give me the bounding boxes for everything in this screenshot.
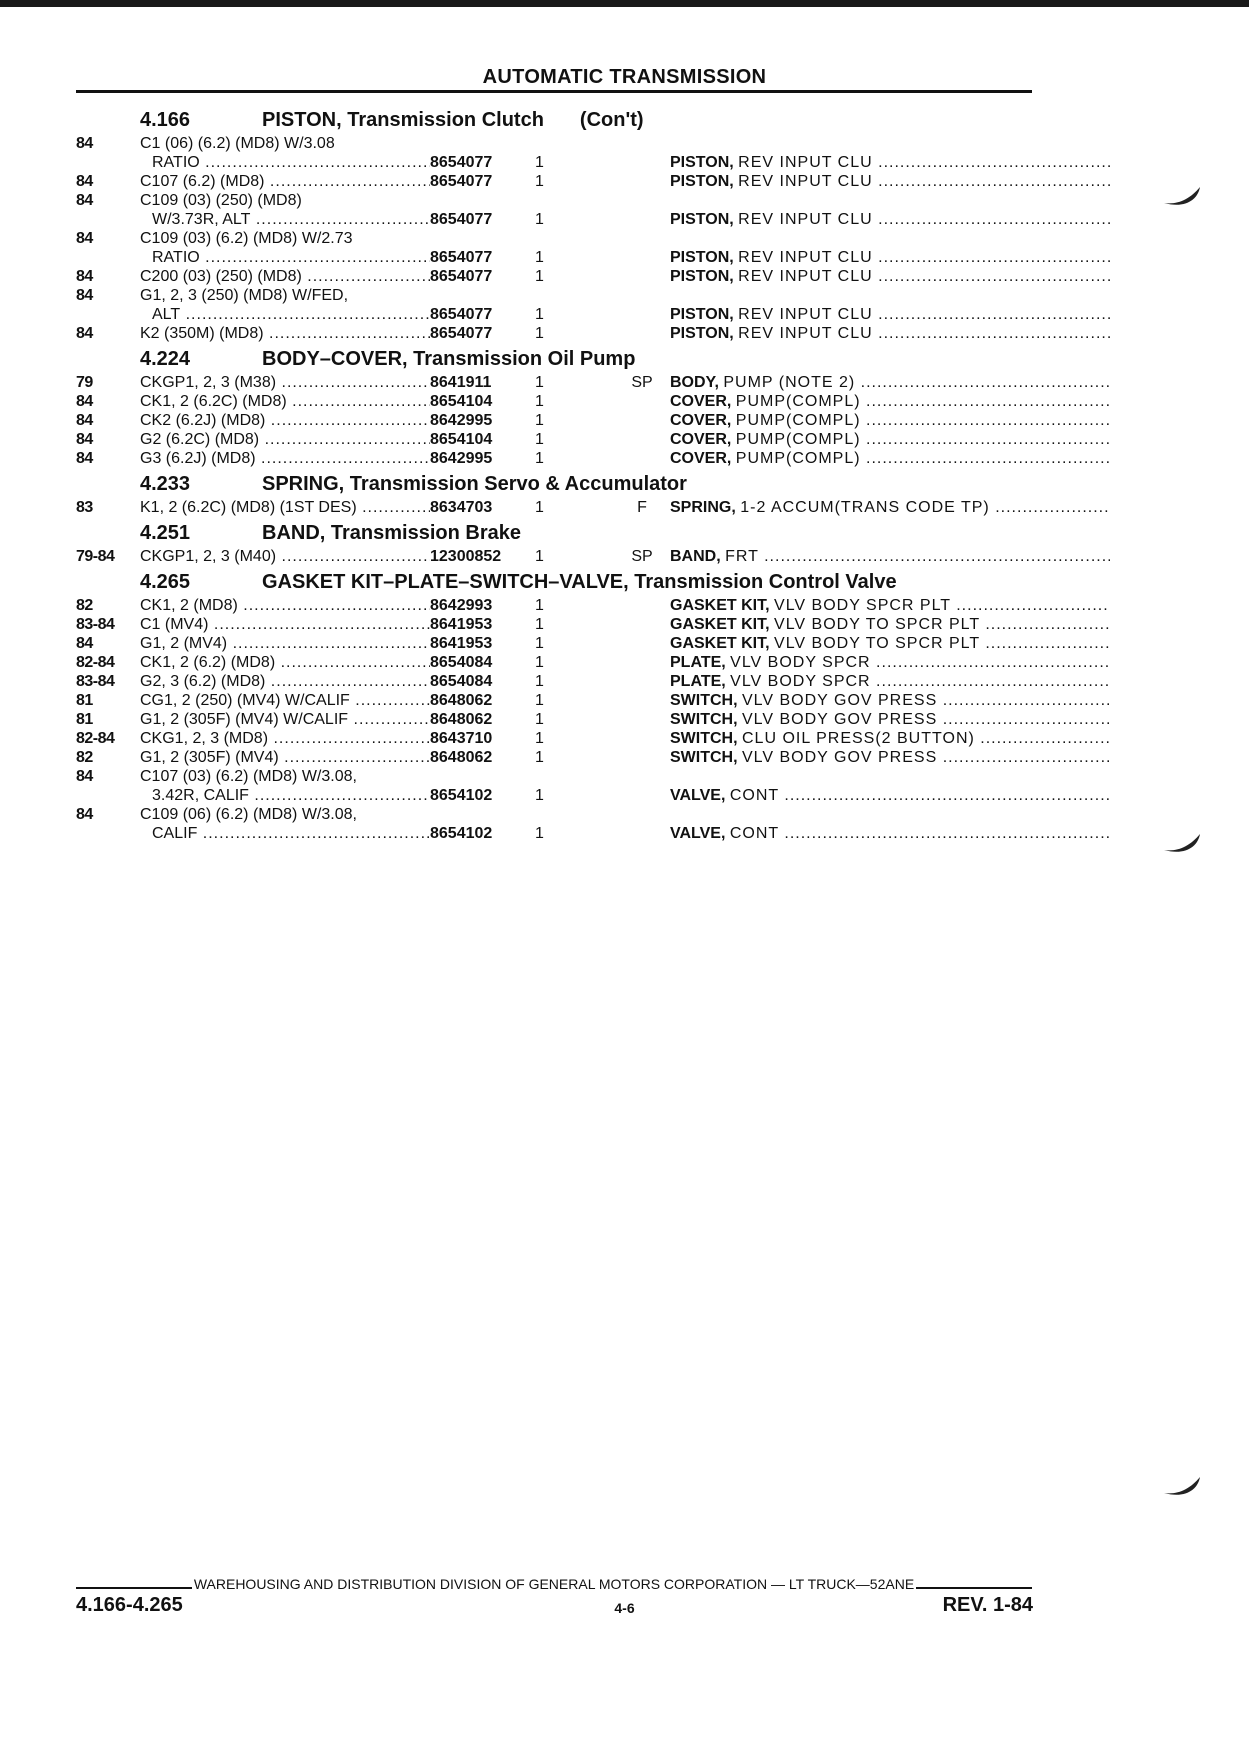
model-year: 81 xyxy=(76,692,93,709)
part-noun: PLATE, xyxy=(670,673,726,690)
part-description xyxy=(670,596,1110,615)
part-number: 8648062 xyxy=(430,748,526,767)
model-year: 84 xyxy=(76,450,93,467)
table-row xyxy=(76,229,1036,248)
quantity: 1 xyxy=(535,711,544,728)
footer-revision: REV. 1-84 xyxy=(942,1594,1033,1616)
part-detail: CLU OIL PRESS(2 BUTTON) ..... xyxy=(742,730,1110,747)
quantity: 1 xyxy=(535,450,544,467)
model-year: 83-84 xyxy=(76,673,115,690)
part-description xyxy=(670,305,1110,324)
part-description xyxy=(670,710,1110,729)
part-noun: COVER, xyxy=(670,450,732,467)
table-row xyxy=(76,653,1036,672)
application: C1 (MV4) ..... xyxy=(140,615,485,634)
part-detail: VLV BODY GOV PRESS ..... xyxy=(742,749,1110,766)
part-number: 8654077 xyxy=(430,267,526,286)
table-row xyxy=(76,547,1036,566)
source-code: SP xyxy=(631,374,653,391)
table-row xyxy=(76,710,1036,729)
part-number: 8654077 xyxy=(430,172,526,191)
part-detail: VLV BODY SPCR ..... xyxy=(730,654,1110,671)
part-description xyxy=(670,498,1110,517)
table-row xyxy=(76,824,1036,843)
part-detail: REV INPUT CLU ..... xyxy=(738,249,1110,266)
section-number: 4.233 xyxy=(140,473,191,495)
table-row xyxy=(76,767,1036,786)
part-detail: PUMP(COMPL) ..... xyxy=(736,431,1110,448)
quantity: 1 xyxy=(535,173,544,190)
quantity: 1 xyxy=(535,499,544,516)
model-year: 84 xyxy=(76,173,93,190)
part-number: 8654104 xyxy=(430,392,526,411)
application: RATIO ..... xyxy=(152,248,485,267)
application: CK1, 2 (6.2) (MD8) ..... xyxy=(140,653,485,672)
table-row xyxy=(76,134,1036,153)
part-description xyxy=(670,653,1110,672)
model-year: 79-84 xyxy=(76,548,115,565)
part-detail: REV INPUT CLU ..... xyxy=(738,154,1110,171)
table-row xyxy=(76,748,1036,767)
part-number: 8641953 xyxy=(430,634,526,653)
model-year: 83-84 xyxy=(76,616,115,633)
part-detail: REV INPUT CLU ..... xyxy=(738,306,1110,323)
part-detail: PUMP(COMPL) ..... xyxy=(736,412,1110,429)
table-row xyxy=(76,324,1036,343)
part-number: 8654077 xyxy=(430,305,526,324)
application: G3 (6.2J) (MD8) ..... xyxy=(140,449,485,468)
section-number: 4.166 xyxy=(140,109,191,131)
part-description xyxy=(670,392,1110,411)
part-number: 8641953 xyxy=(430,615,526,634)
part-detail: VLV BODY GOV PRESS ..... xyxy=(742,692,1110,709)
table-row xyxy=(76,729,1036,748)
part-detail: REV INPUT CLU ..... xyxy=(738,173,1110,190)
part-detail: PUMP(COMPL) ..... xyxy=(736,393,1110,410)
footer-division-line xyxy=(76,1576,1032,1592)
quantity: 1 xyxy=(535,431,544,448)
footer-division: WAREHOUSING AND DISTRIBUTION DIVISION OF GENERAL MOTORS CORPORATION — LT TRUCK—52ANE xyxy=(193,1576,915,1592)
part-detail: VLV BODY SPCR PLT ..... xyxy=(774,597,1110,614)
model-year: 84 xyxy=(76,287,93,304)
section-continued: (Con't) xyxy=(579,109,644,131)
model-year: 84 xyxy=(76,192,93,209)
table-row xyxy=(76,411,1036,430)
part-noun: VALVE, xyxy=(670,787,726,804)
part-number: 8642995 xyxy=(430,411,526,430)
part-description xyxy=(670,411,1110,430)
part-noun: SWITCH, xyxy=(670,692,738,709)
application: CG1, 2 (250) (MV4) W/CALIF ..... xyxy=(140,691,485,710)
table-row xyxy=(76,615,1036,634)
table-row xyxy=(76,267,1036,286)
table-row xyxy=(76,634,1036,653)
table-row xyxy=(76,392,1036,411)
table-row xyxy=(76,373,1036,392)
part-description xyxy=(670,172,1110,191)
part-number: 8654104 xyxy=(430,430,526,449)
table-row xyxy=(76,210,1036,229)
quantity: 1 xyxy=(535,249,544,266)
part-description xyxy=(670,786,1110,805)
part-description xyxy=(670,729,1110,748)
application: G1, 2 (MV4) ..... xyxy=(140,634,485,653)
part-number: 8648062 xyxy=(430,691,526,710)
application: C109 (03) (6.2) (MD8) W/2.73 xyxy=(140,230,353,247)
section-header xyxy=(76,517,1036,547)
model-year: 79 xyxy=(76,374,93,391)
section-name: SPRING, Transmission Servo & Accumulator xyxy=(262,473,687,495)
part-noun: BAND, xyxy=(670,548,721,565)
part-noun: GASKET KIT, xyxy=(670,635,770,652)
part-noun: SWITCH, xyxy=(670,749,738,766)
quantity: 1 xyxy=(535,635,544,652)
footer-section-range: 4.166-4.265 xyxy=(76,1594,183,1616)
header-rule xyxy=(76,90,1032,93)
part-noun: SPRING, xyxy=(670,499,736,516)
page-title: AUTOMATIC TRANSMISSION xyxy=(482,66,767,88)
model-year: 81 xyxy=(76,711,93,728)
application: C109 (06) (6.2) (MD8) W/3.08, xyxy=(140,806,357,823)
quantity: 1 xyxy=(535,374,544,391)
part-detail: 1-2 ACCUM(TRANS CODE TP) ..... xyxy=(740,499,1110,516)
part-detail: REV INPUT CLU ..... xyxy=(738,268,1110,285)
application: CK1, 2 (6.2C) (MD8) ..... xyxy=(140,392,485,411)
part-detail: PUMP(COMPL) ..... xyxy=(736,450,1110,467)
quantity: 1 xyxy=(535,548,544,565)
part-description xyxy=(670,824,1110,843)
part-description xyxy=(670,248,1110,267)
footer-page-number: 4-6 xyxy=(614,1600,635,1616)
source-code: SP xyxy=(631,548,653,565)
quantity: 1 xyxy=(535,412,544,429)
application: RATIO ..... xyxy=(152,153,485,172)
part-description xyxy=(670,210,1110,229)
part-description xyxy=(670,547,1110,566)
part-description xyxy=(670,615,1110,634)
part-detail: PUMP (NOTE 2) ..... xyxy=(723,374,1110,391)
part-number: 8641911 xyxy=(430,373,526,392)
table-row xyxy=(76,172,1036,191)
part-noun: PLATE, xyxy=(670,654,726,671)
section-name: GASKET KIT–PLATE–SWITCH–VALVE, Transmission Control Valve xyxy=(262,571,897,593)
model-year: 84 xyxy=(76,135,93,152)
section-header xyxy=(76,468,1036,498)
footer-rule-right xyxy=(916,1577,1032,1589)
part-detail: REV INPUT CLU ..... xyxy=(738,325,1110,342)
quantity: 1 xyxy=(535,306,544,323)
quantity: 1 xyxy=(535,787,544,804)
application: CKGP1, 2, 3 (M40) ..... xyxy=(140,547,485,566)
application: C200 (03) (250) (MD8) ..... xyxy=(140,267,485,286)
table-row xyxy=(76,786,1036,805)
application: G1, 2 (305F) (MV4) W/CALIF ..... xyxy=(140,710,485,729)
section-number: 4.251 xyxy=(140,522,191,544)
part-number: 8642993 xyxy=(430,596,526,615)
model-year: 84 xyxy=(76,806,93,823)
section-header xyxy=(76,104,1036,134)
part-detail: CONT ..... xyxy=(730,787,1110,804)
part-number: 8654077 xyxy=(430,248,526,267)
application: G2, 3 (6.2) (MD8) ..... xyxy=(140,672,485,691)
part-number: 8654077 xyxy=(430,210,526,229)
application: C109 (03) (250) (MD8) xyxy=(140,192,302,209)
part-description xyxy=(670,153,1110,172)
binder-hole-mark-middle xyxy=(1160,832,1202,858)
model-year: 84 xyxy=(76,325,93,342)
application: 3.42R, CALIF ..... xyxy=(152,786,485,805)
application: CALIF ..... xyxy=(152,824,485,843)
part-number: 12300852 xyxy=(430,547,526,566)
quantity: 1 xyxy=(535,730,544,747)
part-noun: PISTON, xyxy=(670,325,734,342)
part-number: 8654077 xyxy=(430,324,526,343)
application: G1, 2 (305F) (MV4) ..... xyxy=(140,748,485,767)
part-description xyxy=(670,634,1110,653)
part-noun: SWITCH, xyxy=(670,730,738,747)
part-number: 8654084 xyxy=(430,653,526,672)
part-noun: GASKET KIT, xyxy=(670,616,770,633)
part-noun: GASKET KIT, xyxy=(670,597,770,614)
part-number: 8648062 xyxy=(430,710,526,729)
model-year: 84 xyxy=(76,768,93,785)
section-header xyxy=(76,343,1036,373)
table-row xyxy=(76,449,1036,468)
part-noun: VALVE, xyxy=(670,825,726,842)
quantity: 1 xyxy=(535,673,544,690)
part-number: 8634703 xyxy=(430,498,526,517)
model-year: 84 xyxy=(76,393,93,410)
section-header xyxy=(76,566,1036,596)
application: K1, 2 (6.2C) (MD8) (1ST DES) ..... xyxy=(140,498,485,517)
table-row xyxy=(76,430,1036,449)
section-name: BAND, Transmission Brake xyxy=(262,522,521,544)
part-noun: PISTON, xyxy=(670,154,734,171)
part-description xyxy=(670,324,1110,343)
quantity: 1 xyxy=(535,154,544,171)
part-noun: PISTON, xyxy=(670,173,734,190)
part-description xyxy=(670,672,1110,691)
part-detail: REV INPUT CLU ..... xyxy=(738,211,1110,228)
part-noun: BODY, xyxy=(670,374,719,391)
quantity: 1 xyxy=(535,597,544,614)
section-number: 4.224 xyxy=(140,348,191,370)
quantity: 1 xyxy=(535,393,544,410)
table-row xyxy=(76,153,1036,172)
quantity: 1 xyxy=(535,268,544,285)
part-noun: COVER, xyxy=(670,393,732,410)
part-detail: VLV BODY TO SPCR PLT ..... xyxy=(774,635,1110,652)
table-row xyxy=(76,596,1036,615)
application: G1, 2, 3 (250) (MD8) W/FED, xyxy=(140,287,349,304)
part-noun: PISTON, xyxy=(670,211,734,228)
part-noun: PISTON, xyxy=(670,249,734,266)
footer-rule-left xyxy=(76,1577,192,1589)
model-year: 84 xyxy=(76,635,93,652)
table-row xyxy=(76,672,1036,691)
part-noun: PISTON, xyxy=(670,268,734,285)
model-year: 82-84 xyxy=(76,654,115,671)
part-number: 8654084 xyxy=(430,672,526,691)
part-number: 8643710 xyxy=(430,729,526,748)
part-detail: VLV BODY TO SPCR PLT ..... xyxy=(774,616,1110,633)
part-detail: VLV BODY SPCR ..... xyxy=(730,673,1110,690)
page-top-edge xyxy=(0,0,1249,7)
table-row xyxy=(76,498,1036,517)
quantity: 1 xyxy=(535,325,544,342)
section-name: BODY–COVER, Transmission Oil Pump xyxy=(262,348,636,370)
table-row xyxy=(76,305,1036,324)
model-year: 82 xyxy=(76,597,93,614)
part-description xyxy=(670,449,1110,468)
application: CK1, 2 (MD8) ..... xyxy=(140,596,485,615)
model-year: 84 xyxy=(76,431,93,448)
part-detail: VLV BODY GOV PRESS ..... xyxy=(742,711,1110,728)
application: C1 (06) (6.2) (MD8) W/3.08 xyxy=(140,135,335,152)
part-noun: SWITCH, xyxy=(670,711,738,728)
application: CK2 (6.2J) (MD8) ..... xyxy=(140,411,485,430)
quantity: 1 xyxy=(535,692,544,709)
part-noun: COVER, xyxy=(670,431,732,448)
application: CKG1, 2, 3 (MD8) ..... xyxy=(140,729,485,748)
part-number: 8654077 xyxy=(430,153,526,172)
model-year: 82-84 xyxy=(76,730,115,747)
table-row xyxy=(76,805,1036,824)
part-number: 8654102 xyxy=(430,786,526,805)
application: K2 (350M) (MD8) ..... xyxy=(140,324,485,343)
model-year: 83 xyxy=(76,499,93,516)
model-year: 84 xyxy=(76,412,93,429)
table-row xyxy=(76,691,1036,710)
parts-catalog xyxy=(76,104,1036,843)
part-detail: FRT ..... xyxy=(725,548,1110,565)
application: CKGP1, 2, 3 (M38) ..... xyxy=(140,373,485,392)
part-description xyxy=(670,267,1110,286)
part-number: 8654102 xyxy=(430,824,526,843)
part-detail: CONT ..... xyxy=(730,825,1110,842)
application: ALT ..... xyxy=(152,305,485,324)
application: C107 (03) (6.2) (MD8) W/3.08, xyxy=(140,768,357,785)
section-number: 4.265 xyxy=(140,571,191,593)
application: W/3.73R, ALT ..... xyxy=(152,210,485,229)
model-year: 84 xyxy=(76,230,93,247)
part-description xyxy=(670,430,1110,449)
table-row xyxy=(76,248,1036,267)
quantity: 1 xyxy=(535,616,544,633)
section-name: PISTON, Transmission Clutch xyxy=(262,109,544,131)
part-description xyxy=(670,748,1110,767)
application: G2 (6.2C) (MD8) ..... xyxy=(140,430,485,449)
part-noun: COVER, xyxy=(670,412,732,429)
part-description xyxy=(670,691,1110,710)
table-row xyxy=(76,286,1036,305)
quantity: 1 xyxy=(535,749,544,766)
application: C107 (6.2) (MD8) ..... xyxy=(140,172,485,191)
part-description xyxy=(670,373,1110,392)
part-noun: PISTON, xyxy=(670,306,734,323)
model-year: 82 xyxy=(76,749,93,766)
table-row xyxy=(76,191,1036,210)
source-code: F xyxy=(637,499,647,516)
quantity: 1 xyxy=(535,825,544,842)
binder-hole-mark-top xyxy=(1160,185,1202,211)
part-number: 8642995 xyxy=(430,449,526,468)
binder-hole-mark-bottom xyxy=(1160,1475,1202,1501)
quantity: 1 xyxy=(535,211,544,228)
quantity: 1 xyxy=(535,654,544,671)
model-year: 84 xyxy=(76,268,93,285)
